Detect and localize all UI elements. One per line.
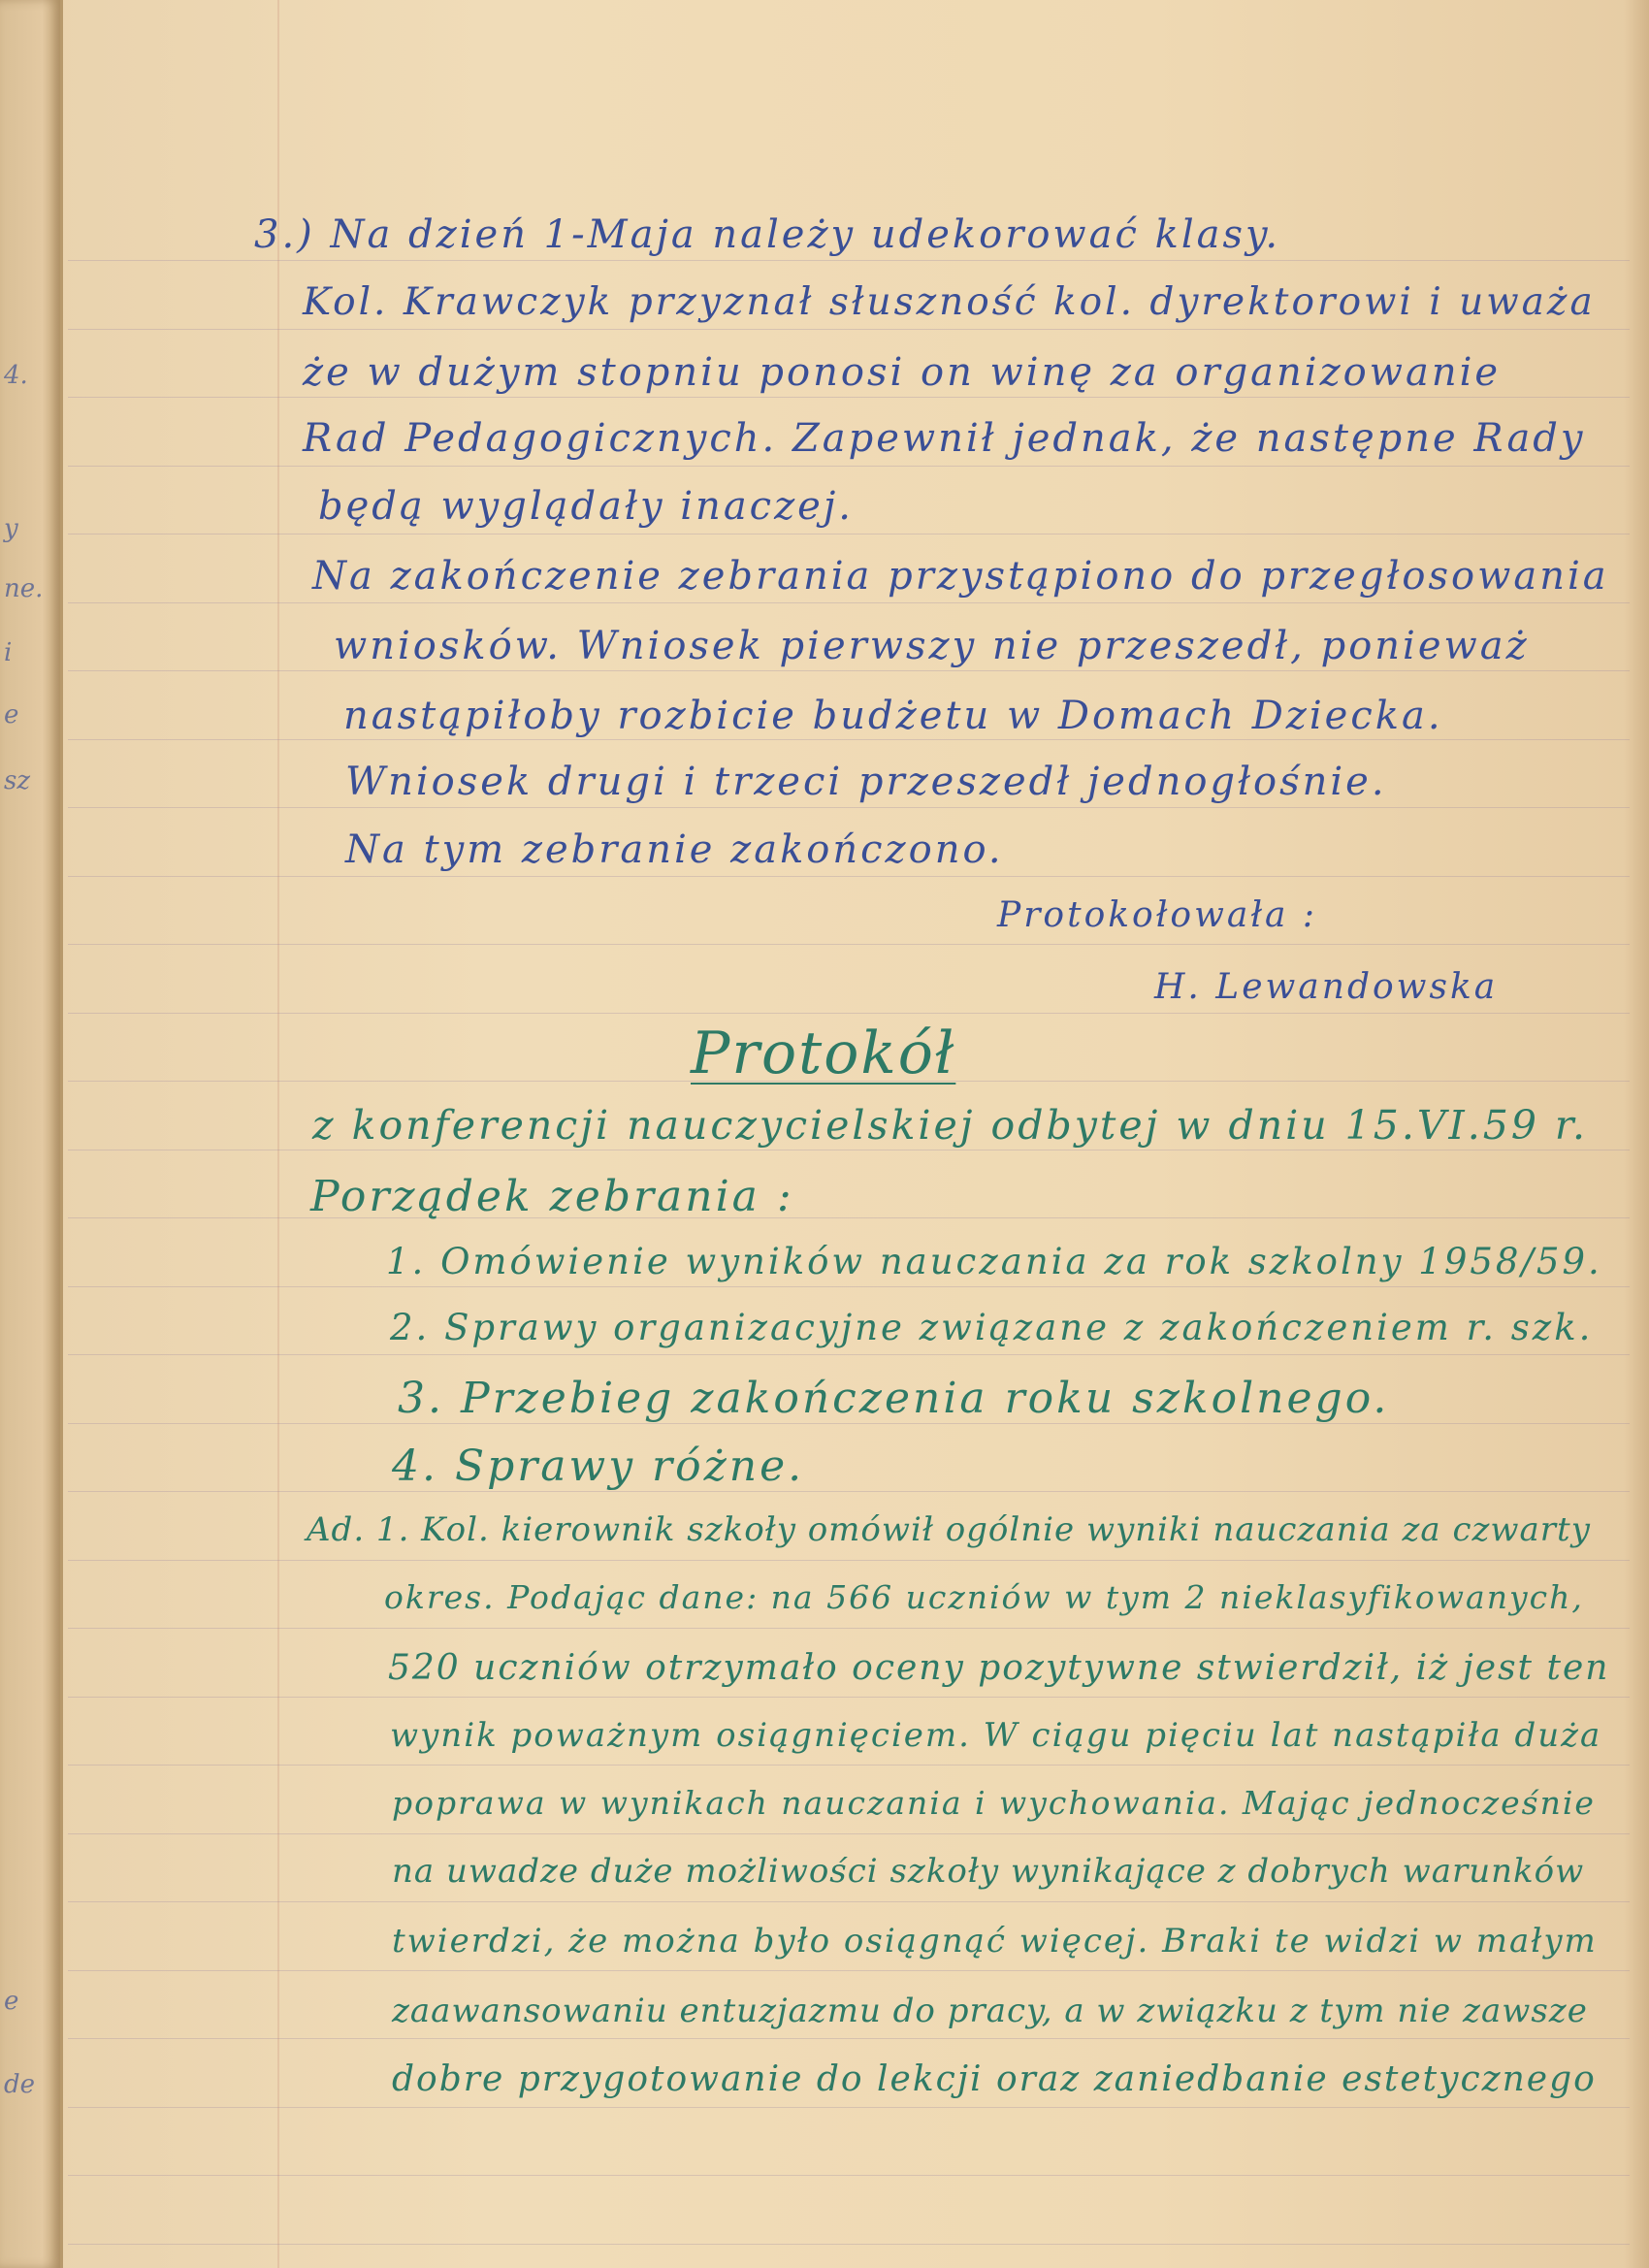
left-page-fragment: sz	[4, 766, 31, 795]
ruled-line	[68, 2107, 1630, 2108]
body-line: wynik poważnym osiągnięciem. W ciągu pięciu lat nastąpiła duża	[390, 1716, 1602, 1755]
ruled-line	[68, 1013, 1630, 1014]
signature-name: H. Lewandowska	[1154, 967, 1499, 1007]
margin-line	[277, 0, 279, 2268]
agenda-item: 2. Sprawy organizacyjne związane z zakończeniem r. szk.	[390, 1307, 1594, 1348]
handwritten-line: że w dużym stopniu ponosi on winę za organizowanie	[303, 350, 1502, 395]
ruled-line	[68, 534, 1630, 535]
handwritten-line: Wniosek drugi i trzeci przeszedł jednogłośnie.	[345, 760, 1387, 804]
ruled-line	[68, 739, 1630, 740]
ruled-line	[68, 1217, 1630, 1218]
handwritten-line: Rad Pedagogicznych. Zapewnił jednak, że następne Rady	[303, 416, 1586, 461]
ruled-line	[68, 876, 1630, 877]
body-line: twierdzi, że można było osiągnąć więcej. Braki te widzi w małym	[392, 1922, 1598, 1960]
ruled-line	[68, 2038, 1630, 2039]
ruled-line	[68, 1560, 1630, 1561]
body-line: dobre przygotowanie do lekcji oraz zaniedbanie estetycznego	[392, 2059, 1597, 2099]
handwritten-line: 3.) Na dzień 1-Maja należy udekorować klasy.	[254, 212, 1281, 257]
agenda-item: 4. Sprawy różne.	[392, 1442, 805, 1491]
body-line: 520 uczniów otrzymało oceny pozytywne stwierdził, iż jest ten	[388, 1648, 1610, 1688]
ruled-line	[68, 2244, 1630, 2245]
left-page-fragment: e	[4, 700, 19, 729]
body-line: na uwadze duże możliwości szkoły wynikające z dobrych warunków	[392, 1852, 1585, 1891]
left-page-fragment: e	[4, 1987, 19, 2016]
ruled-line	[68, 1491, 1630, 1492]
ruled-line	[68, 466, 1630, 467]
handwritten-line: Na zakończenie zebrania przystąpiono do przegłosowania	[312, 554, 1609, 599]
left-page-fragment: i	[4, 638, 13, 667]
ruled-line	[68, 602, 1630, 603]
ruled-line	[68, 1765, 1630, 1766]
handwritten-line: będą wyglądały inaczej.	[318, 484, 854, 529]
ruled-line	[68, 260, 1630, 261]
page-edge-shadow	[1624, 0, 1649, 2268]
left-page-fragment: y	[4, 514, 18, 543]
ruled-line	[68, 1901, 1630, 1902]
protocol-title: Protokół	[691, 1020, 956, 1087]
handwritten-line: Kol. Krawczyk przyznał słuszność kol. dyrektorowi i uważa	[303, 280, 1596, 324]
left-page-fragment: de	[4, 2070, 36, 2099]
ruled-line	[68, 2175, 1630, 2176]
body-line: Ad. 1. Kol. kierownik szkoły omówił ogólnie wyniki nauczania za czwarty	[307, 1510, 1591, 1549]
signature-label: Protokołowała :	[997, 895, 1318, 935]
left-page-fragment: ne.	[4, 574, 44, 603]
ruled-line	[68, 1354, 1630, 1355]
ruled-line	[68, 1697, 1630, 1698]
protocol-subtitle: z konferencji nauczycielskiej odbytej w dniu 15.VI.59 r.	[312, 1102, 1589, 1149]
ruled-line	[68, 807, 1630, 808]
handwritten-line: Na tym zebranie zakończono.	[345, 827, 1004, 872]
body-line: okres. Podając dane: na 566 uczniów w tym 2 nieklasyfikowanych,	[384, 1578, 1584, 1616]
ruled-line	[68, 1286, 1630, 1287]
handwritten-line: wniosków. Wniosek pierwszy nie przeszedł, ponieważ	[334, 624, 1530, 668]
handwritten-line: nastąpiłoby rozbicie budżetu w Domach Dziecka.	[343, 694, 1443, 738]
agenda-item: 1. Omówienie wyników nauczania za rok szkolny 1958/59.	[386, 1241, 1602, 1282]
ruled-line	[68, 670, 1630, 671]
ruled-line	[68, 944, 1630, 945]
left-facing-page-edge	[0, 0, 63, 2268]
ruled-line	[68, 1628, 1630, 1629]
agenda-item: 3. Przebieg zakończenia roku szkolnego.	[398, 1374, 1390, 1423]
body-line: zaawansowaniu entuzjazmu do pracy, a w związku z tym nie zawsze	[392, 1992, 1588, 2030]
left-page-fragment: 4.	[4, 361, 28, 390]
ruled-line	[68, 1423, 1630, 1424]
ruled-line	[68, 1970, 1630, 1971]
body-line: poprawa w wynikach nauczania i wychowania. Mając jednocześnie	[392, 1784, 1596, 1822]
ruled-line	[68, 329, 1630, 330]
agenda-heading: Porządek zebrania :	[310, 1172, 794, 1221]
ruled-line	[68, 397, 1630, 398]
ruled-line	[68, 1833, 1630, 1834]
